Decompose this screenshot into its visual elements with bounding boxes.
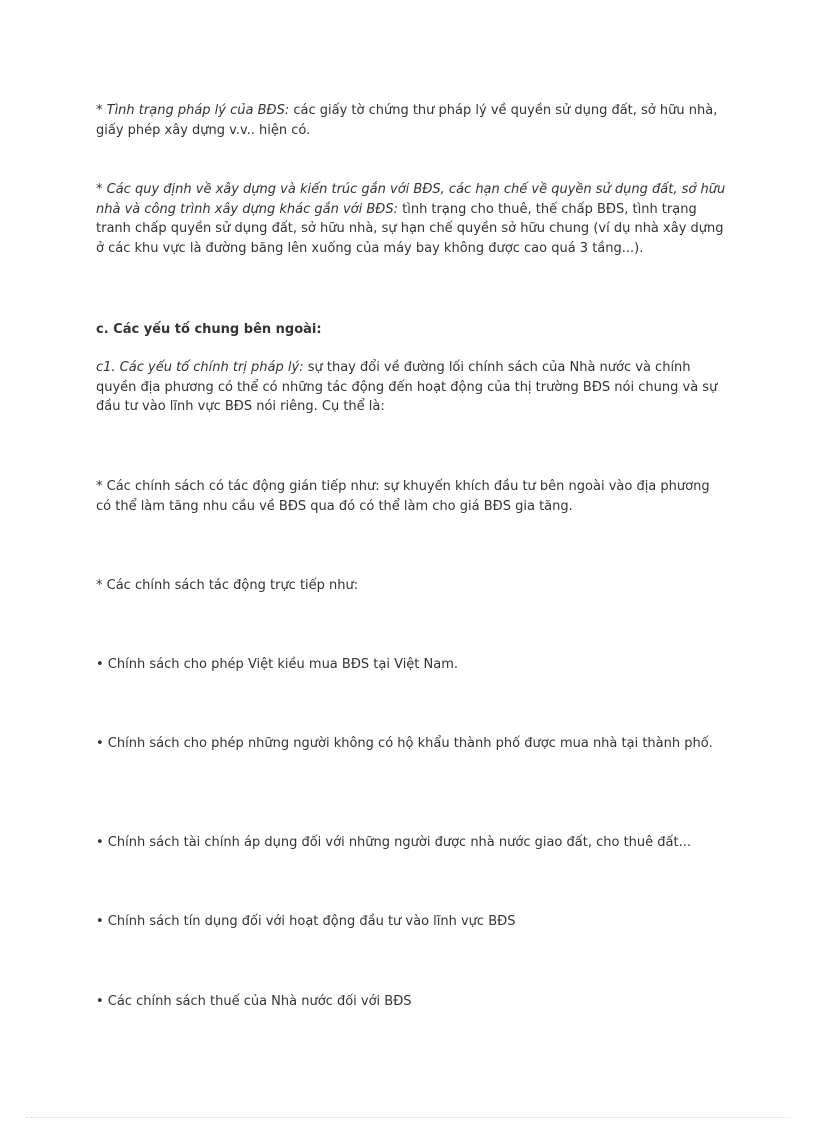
list-item: • Các chính sách thuế của Nhà nước đối với BĐS <box>96 994 412 1009</box>
indirect-policy-paragraph: * Các chính sách có tác động gián tiếp như: sự khuyến khích đầu tư bên ngoài vào địa phương có thể làm tăng nhu cầu về BĐS qua đó có thể làm cho giá BĐS gia tăng. <box>96 479 710 514</box>
list-item: • Chính sách tài chính áp dụng đối với những người được nhà nước giao đất, cho thuê đất... <box>96 835 691 850</box>
legal-status-text: các giấy tờ chứng thư pháp lý về quyền sử dụng đất, sở hữu nhà, giấy phép xây dựng v.v.. hiện có. <box>96 103 718 138</box>
political-legal-text: sự thay đổi về đường lối chính sách của Nhà nước và chính quyền địa phương có thể có những tác động đến hoạt động của thị trường BĐS nói chung và sự đầu tư vào lĩnh vực BĐS nói riêng. Cụ thể là: <box>96 360 718 415</box>
list-item: • Chính sách cho phép Việt kiều mua BĐS tại Việt Nam. <box>96 657 459 672</box>
list-item: • Chính sách cho phép những người không có hộ khẩu thành phố được mua nhà tại thành phố. <box>96 736 713 751</box>
legal-status-paragraph <box>96 101 726 140</box>
construction-rules-paragraph <box>96 180 726 258</box>
political-legal-paragraph <box>96 358 726 417</box>
page-bottom-divider <box>26 1117 790 1118</box>
list-item: • Chính sách tín dụng đối với hoạt động đầu tư vào lĩnh vực BĐS <box>96 914 516 929</box>
construction-rules-text: tình trạng cho thuê, thế chấp BĐS, tình trạng tranh chấp quyền sử dụng đất, sở hữu nhà, sự hạn chế quyền sở hữu chung (ví dụ nhà xây dựng ở các khu vực là đường băng lên xuống của máy bay không được cao quá 3 tầng...). <box>96 201 724 256</box>
construction-rules-lead: * Các quy định về xây dựng và kiến trúc gắn với BĐS, các hạn chế về quyền sử dụng đất, sở hữu nhà và công trình xây dựng khác gắn với BĐS: <box>96 182 726 217</box>
political-legal-lead: c1. Các yếu tố chính trị pháp lý: <box>96 360 304 375</box>
direct-policy-paragraph: * Các chính sách tác động trực tiếp như: <box>96 578 359 593</box>
legal-status-lead: * Tình trạng pháp lý của BĐS: <box>96 103 290 118</box>
section-heading-c: c. Các yếu tố chung bên ngoài: <box>96 322 322 337</box>
